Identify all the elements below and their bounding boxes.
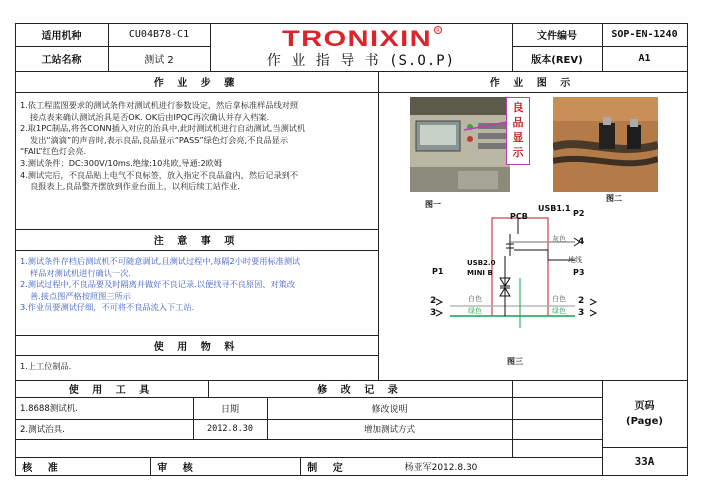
step-line: 良报表上,良品整齐摆放到作业台面上，以利后续工站作业.: [30, 181, 240, 192]
cautions-title: 注 意 事 项: [153, 236, 240, 247]
version-label: 版本(REV): [531, 55, 583, 66]
make-label: 制 定: [307, 462, 349, 474]
step-line: 接点表来确认测试治具是否OK. OK后由IPQC再次确认并存入档案.: [30, 111, 270, 122]
make-value: 杨亚军2012.8.30: [404, 462, 478, 473]
tool-item-1: 1.8688测试机.: [20, 404, 78, 414]
step-line: 1.依工程蓝图要求的测试条件对测试机进行参数设定，然后拿标准样品线对照: [20, 100, 299, 110]
pin-3-right-label: 3: [578, 308, 585, 318]
ground-wire-label: 地线: [568, 256, 582, 264]
green-wire-right-label: 绿色: [552, 307, 566, 315]
change-date-value: 2012.8.30: [206, 424, 254, 434]
materials-title: 使 用 物 料: [153, 341, 240, 353]
caution-line: 善.接点图严格按照图三所示: [30, 290, 131, 301]
tools-title: 使 用 工 具: [68, 385, 155, 396]
step-line: 2.取1PC制品,将各CONN插入对应的治具中,此时测试机进行自动测试,当测试机: [20, 123, 306, 134]
p3-label: P3: [573, 268, 585, 277]
step-line: “FAIL”红色灯会亮.: [20, 146, 87, 157]
docno-label: 文件编号: [537, 31, 577, 42]
pin-3-left-label: 3: [430, 308, 437, 318]
review-label: 审 核: [157, 462, 199, 474]
page-number: 33A: [634, 454, 655, 468]
usb11-label: USB1.1: [538, 204, 571, 213]
figures-title: 作 业 图 示: [489, 78, 576, 89]
pin-2-right-label: 2: [578, 296, 585, 306]
caution-line: 1.测试条件存档后测试机不可随意调试,且测试过程中,每隔2小时要用标准测试: [20, 256, 301, 266]
step-line: 发出“滴滴”的声音时,表示良品,良品显示“PASS”绿色灯会亮,不良品显示: [30, 134, 289, 145]
callout-text: 良品显示: [512, 101, 524, 159]
change-desc-header: 修改说明: [371, 404, 408, 415]
figure-1-label: 图一: [425, 200, 441, 209]
p1-label: P1: [432, 267, 444, 276]
model-value: CU04B78-C1: [128, 29, 190, 40]
caution-line: 3.作业员要测试仔细，不可将不良品流入下工站.: [20, 302, 195, 313]
pin-4-label: 4: [578, 237, 585, 247]
docno-value: SOP-EN-1240: [611, 29, 678, 40]
station-value: 测试 2: [144, 55, 174, 66]
doc-title: 作 业 指 导 书 (S.O.P): [266, 53, 456, 69]
change-desc-value: 增加测试方式: [363, 425, 415, 435]
p2-label: P2: [573, 209, 585, 218]
material-line: 1.上工位制品.: [20, 361, 72, 371]
caution-line: 2.测试过程中,不良品要及时隔离并做好不良记录.以便找寻不良原因、对策改: [20, 279, 296, 290]
station-label: 工站名称: [41, 55, 82, 66]
pcb-label: PCB: [510, 212, 528, 221]
logo-text: TRONIXIN: [282, 26, 432, 51]
page-label-en: (Page): [626, 415, 663, 427]
caution-line: 样品对测试机进行确认一次.: [30, 267, 131, 278]
gray-wire-label: 灰色: [552, 235, 566, 243]
white-wire-left-label: 白色: [468, 295, 482, 303]
minib-label: MINI B: [467, 269, 493, 277]
version-value: A1: [638, 53, 651, 64]
white-wire-right-label: 白色: [552, 295, 566, 303]
svg-text:R: R: [436, 28, 440, 34]
tool-item-2: 2.测试治具.: [20, 425, 65, 435]
approve-label: 核 准: [22, 462, 64, 474]
green-wire-left-label: 绿色: [468, 307, 482, 315]
change-date-header: 日期: [220, 404, 239, 415]
pin-2-left-label: 2: [430, 296, 437, 306]
figure-2-label: 图二: [606, 194, 622, 203]
usb20-label: USB2.0: [467, 259, 496, 267]
page-label-cn: 页码: [634, 400, 655, 412]
steps-title: 作 业 步 骤: [153, 78, 240, 89]
step-line: 4.测试完后，不良品贴上电气不良标签，放入指定不良品盒内，然后记录到不: [20, 169, 299, 180]
model-label: 适用机种: [41, 31, 82, 42]
changes-title: 修 改 记 录: [317, 385, 403, 396]
step-line: 3.测试条件：DC:300V/10ms.绝缘:10兆欧,导通:2欧姆: [20, 157, 223, 168]
figure-3-label: 图三: [507, 357, 523, 366]
